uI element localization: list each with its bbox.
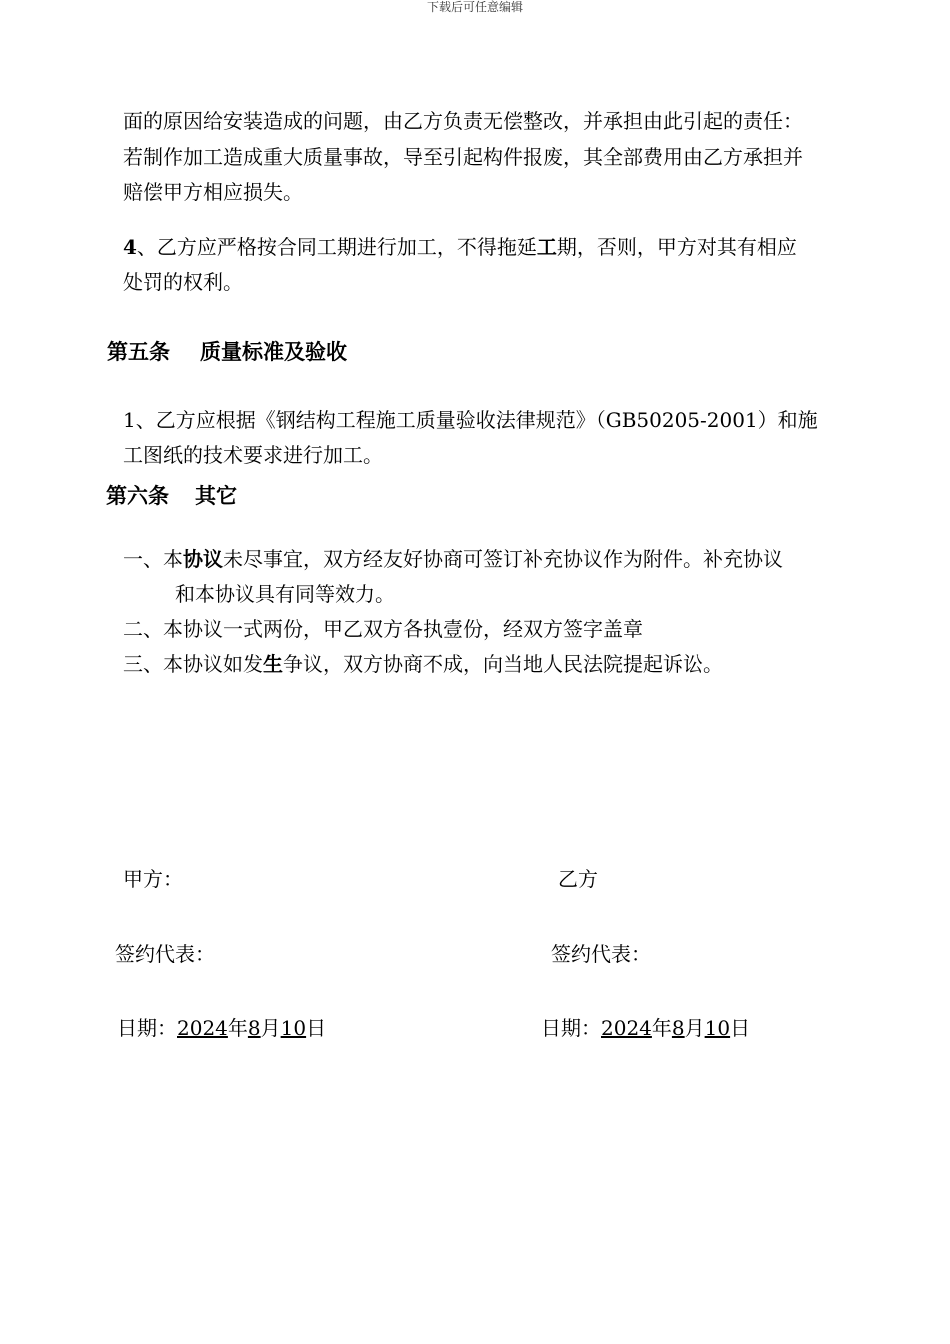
section6-item3-text-c: 争议，双方协商不成，向当地人民法院提起诉讼。 (283, 652, 723, 676)
date-day: 10 (280, 1016, 307, 1040)
section6-heading (106, 480, 237, 510)
section6-item1-text-c: 未尽事宜，双方经友好协商可签订补充协议作为附件。补充协议 (223, 547, 783, 571)
date-label: 日期： (117, 1016, 177, 1040)
date-month: 8 (671, 1016, 685, 1040)
party-b-label: 乙方 (558, 867, 598, 891)
clause4-line2: 处罚的权利。 (123, 270, 243, 294)
date-label: 日期： (541, 1016, 601, 1040)
date-year-unit: 年 (651, 1016, 672, 1040)
section6-heading-number: 第六条 (106, 484, 169, 508)
section6-item2: 二、本协议一式两份，甲乙双方各执壹份，经双方签字盖章 (123, 617, 643, 641)
section5-heading (107, 336, 347, 366)
section6-item3-text-b: 生 (263, 652, 283, 676)
section6-heading-title: 其它 (195, 484, 237, 508)
party-a-date (117, 1011, 326, 1045)
party-b-representative: 签约代表： (551, 942, 651, 966)
section5-item1-line2: 工图纸的技术要求进行加工。 (123, 443, 383, 467)
section5-item1-line1: 1、乙方应根据《钢结构工程施工质量验收法律规范》（GB50205-2001）和施 (123, 408, 818, 432)
clause3-line3: 赔偿甲方相应损失。 (123, 180, 303, 204)
party-b-date (541, 1011, 750, 1045)
section6-item1-text-b: 协议 (183, 547, 223, 571)
date-year: 2024 (601, 1016, 652, 1040)
section6-item1-text-a: 一、本 (123, 547, 183, 571)
clause4-text-b: 工 (536, 235, 557, 259)
clause4-text-c: 期，否则，甲方对其有相应 (556, 235, 797, 259)
date-day-unit: 日 (730, 1016, 751, 1040)
clause4-line1 (123, 230, 797, 264)
date-month-unit: 月 (260, 1016, 281, 1040)
party-a-representative: 签约代表： (115, 942, 215, 966)
header-note: 下载后可任意编辑 (426, 0, 523, 14)
section6-item3 (123, 647, 723, 681)
party-a-label: 甲方： (123, 867, 183, 891)
section5-heading-number: 第五条 (107, 340, 170, 364)
section6-item3-text-a: 三、本协议如发 (123, 652, 263, 676)
date-month: 8 (247, 1016, 261, 1040)
date-year-unit: 年 (227, 1016, 248, 1040)
clause3-line2: 若制作加工造成重大质量事故，导至引起构件报废，其全部费用由乙方承担并 (123, 145, 803, 169)
date-month-unit: 月 (684, 1016, 705, 1040)
section6-item1-line1 (123, 542, 783, 576)
date-year: 2024 (177, 1016, 228, 1040)
clause4-number: 4 (123, 235, 137, 259)
section5-heading-title: 质量标准及验收 (200, 340, 347, 364)
date-day-unit: 日 (306, 1016, 327, 1040)
clause3-line1: 面的原因给安装造成的问题，由乙方负责无偿整改，并承担由此引起的责任： (123, 109, 803, 133)
section6-item1-line2: 和本协议具有同等效力。 (175, 582, 395, 606)
date-day: 10 (704, 1016, 731, 1040)
clause4-text-a: 、乙方应严格按合同工期进行加工，不得拖延 (136, 235, 537, 259)
